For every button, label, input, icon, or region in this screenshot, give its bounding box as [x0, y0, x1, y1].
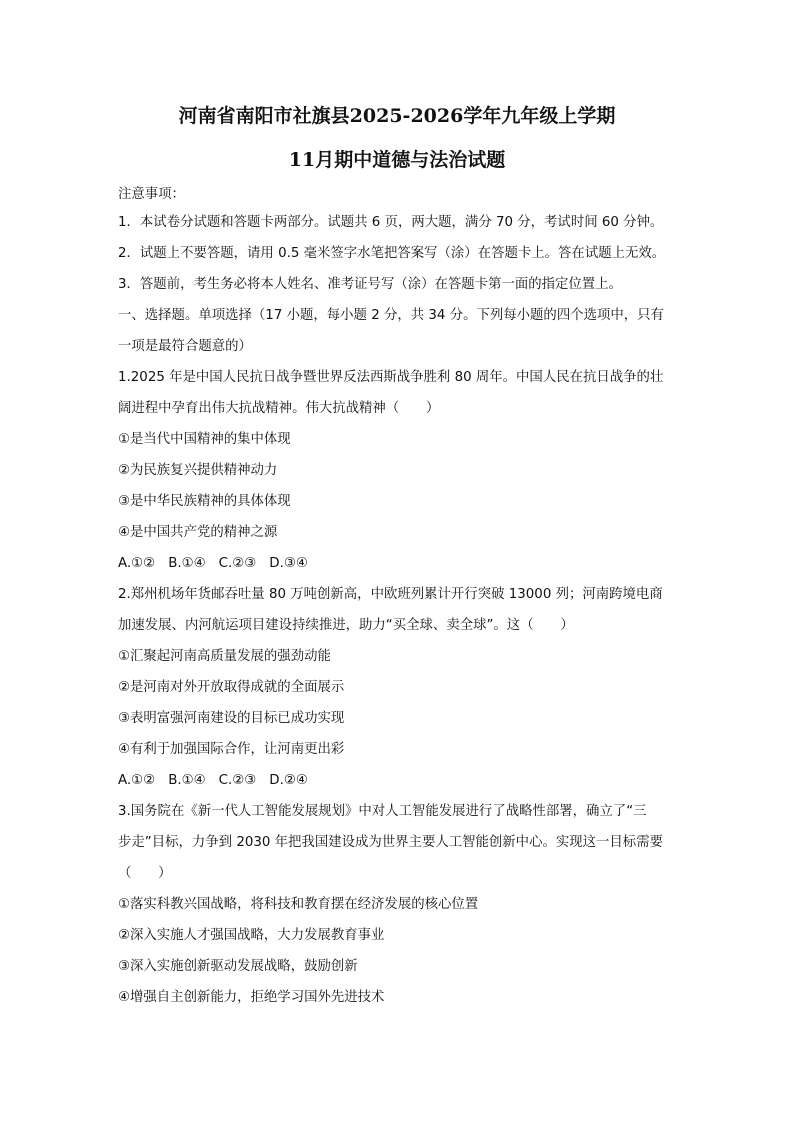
- notice-heading: 注意事项：: [118, 187, 185, 202]
- question-3-item: ③深入实施创新驱动发展战略，鼓励创新: [118, 959, 358, 974]
- question-3-item: ④增强自主创新能力，拒绝学习国外先进技术: [118, 990, 385, 1005]
- question-1-stem-cont: 阔进程中孕育出伟大抗战精神。伟大抗战精神（ ）: [118, 401, 440, 416]
- question-2-stem: 2.郑州机场年货邮吞吐量 80 万吨创新高，中欧班列累计开行突破 13000 列；河南跨境电商: [118, 587, 663, 602]
- question-1-item: ③是中华民族精神的具体体现: [118, 494, 291, 509]
- question-2-item: ①汇聚起河南高质量发展的强劲动能: [118, 649, 331, 664]
- question-2-item: ④有利于加强国际合作，让河南更出彩: [118, 742, 345, 757]
- notice-item: 2．试题上不要答题，请用 0.5 毫米签字水笔把答案写（涂）在答题卡上。答在试题上无效。: [118, 246, 666, 261]
- question-2-item: ③表明富强河南建设的目标已成功实现: [118, 711, 345, 726]
- question-1-item: ④是中国共产党的精神之源: [118, 525, 278, 540]
- exam-title-line-2: 11月期中道德与法治试题: [288, 149, 506, 171]
- question-3-stem-cont: 步走”目标，力争到 2030 年把我国建设成为世界主要人工智能创新中心。实现这一目标需要: [118, 835, 663, 850]
- question-2-options: [118, 765, 686, 796]
- question-2-stem-cont: 加速发展、内河航运项目建设持续推进，助力“买全球、卖全球”。这（ ）: [118, 618, 574, 633]
- question-3-stem-cont: （ ）: [118, 866, 172, 881]
- notice-item: 3．答题前，考生务必将本人姓名、准考证号写（涂）在答题卡第一面的指定位置上。: [118, 277, 622, 292]
- option-b: B.①④: [168, 773, 206, 788]
- question-1-item: ②为民族复兴提供精神动力: [118, 463, 278, 478]
- option-b: B.①④: [168, 556, 206, 571]
- notice-item: 1．本试卷分试题和答题卡两部分。试题共 6 页，两大题，满分 70 分，考试时间 60 分钟。: [118, 215, 664, 230]
- question-1-item: ①是当代中国精神的集中体现: [118, 432, 291, 447]
- question-3-item: ②深入实施人才强国战略，大力发展教育事业: [118, 928, 385, 943]
- exam-body: [118, 182, 686, 1013]
- question-2-item: ②是河南对外开放取得成就的全面展示: [118, 680, 345, 695]
- option-c: C.②③: [218, 556, 257, 571]
- question-3-item: ①落实科教兴国战略，将科技和教育摆在经济发展的核心位置: [118, 897, 479, 912]
- section-heading-cont: 一项是最符合题意的）: [118, 339, 252, 354]
- section-heading: 一、选择题。单项选择（17 小题，每小题 2 分，共 34 分。下列每小题的四个选项中，只有: [118, 308, 664, 323]
- question-3-stem: 3.国务院在《新一代人工智能发展规划》中对人工智能发展进行了战略性部署，确立了“三: [118, 804, 647, 819]
- option-d: D.③④: [269, 556, 308, 571]
- option-a: A.①②: [118, 773, 156, 788]
- option-a: A.①②: [118, 556, 156, 571]
- option-d: D.②④: [269, 773, 308, 788]
- exam-title-line-1: 河南省南阳市社旗县2025-2026学年九年级上学期: [178, 105, 616, 127]
- option-c: C.②③: [218, 773, 257, 788]
- question-1-options: [118, 548, 686, 579]
- question-1-stem: 1.2025 年是中国人民抗日战争暨世界反法西斯战争胜利 80 周年。中国人民在抗日战争的壮: [118, 370, 664, 385]
